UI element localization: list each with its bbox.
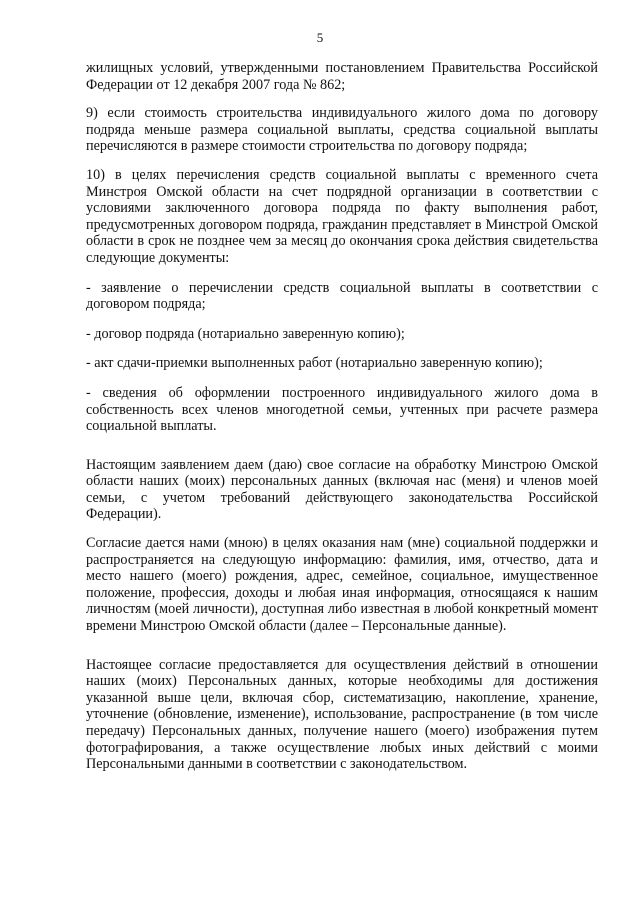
paragraph-consent-statement: Настоящим заявлением даем (даю) свое согласие на обработку Минстрою Омской области наших (моих) персональных данных (включая нас (меня) и членов моей семьи, с учетом требований действующего законодательства Российской Федерации). (86, 456, 598, 523)
list-item-transfer-application: - заявление о перечислении средств социальной выплаты в соответствии с договором подряда; (86, 279, 598, 313)
list-item-contract: - договор подряда (нотариально заверенную копию); (86, 325, 405, 342)
list-item-acceptance-act: - акт сдачи-приемки выполненных работ (нотариально заверенную копию); (86, 355, 543, 372)
document-body (86, 60, 598, 773)
list-item-ownership-info: - сведения об оформлении построенного индивидуального жилого дома в собственность всех членов многодетной семьи, учтенных при расчете размера социальной выплаты. (86, 384, 598, 435)
paragraph-item-9: 9) если стоимость строительства индивидуального жилого дома по договору подряда меньше размера социальной выплаты, средства социальной выплаты перечисляются в размере стоимости строительства по договору подряда; (86, 105, 598, 155)
paragraph-consent-actions: Настоящее согласие предоставляется для осуществления действий в отношении наших (моих) Персональных данных, которые необходимы для достижения указанной выше цели, включая сбор, систематизацию, накопление, хранение, уточнение (обновление, изменение), использование, распространение (в том числе передачу) Персональных данных, получение нашего (моего) изображения путем фотографирования, а также осуществление любых иных действий с моими Персональными данными в соответствии с законодательством. (86, 656, 598, 773)
page-number: 5 (316, 30, 324, 45)
paragraph-item-10: 10) в целях перечисления средств социальной выплаты с временного счета Минстроя Омской области на счет подрядной организации в соответствии с условиями заключенного договора подряда по факту выполнения работ, предусмотренных договором подряда, гражданин представляет в Минстрой Омской области в срок не позднее чем за месяц до окончания срока действия свидетельства следующие документы: (86, 166, 598, 266)
paragraph-housing-conditions-rules: жилищных условий, утвержденными постановлением Правительства Российской Федерации от 12 декабря 2007 года № 862; (86, 60, 598, 93)
paragraph-consent-purpose: Согласие дается нами (мною) в целях оказания нам (мне) социальной поддержки и распространяется на следующую информацию: фамилия, имя, отчество, дата и место нашего (моего) рождения, адрес, семейное, социальное, имущественное положение, профессия, доходы и любая иная информация, относящаяся к нашим личностям (моей личности), доступная либо известная в любой конкретный момент времени Минстрою Омской области (далее – Персональные данные). (86, 535, 598, 635)
